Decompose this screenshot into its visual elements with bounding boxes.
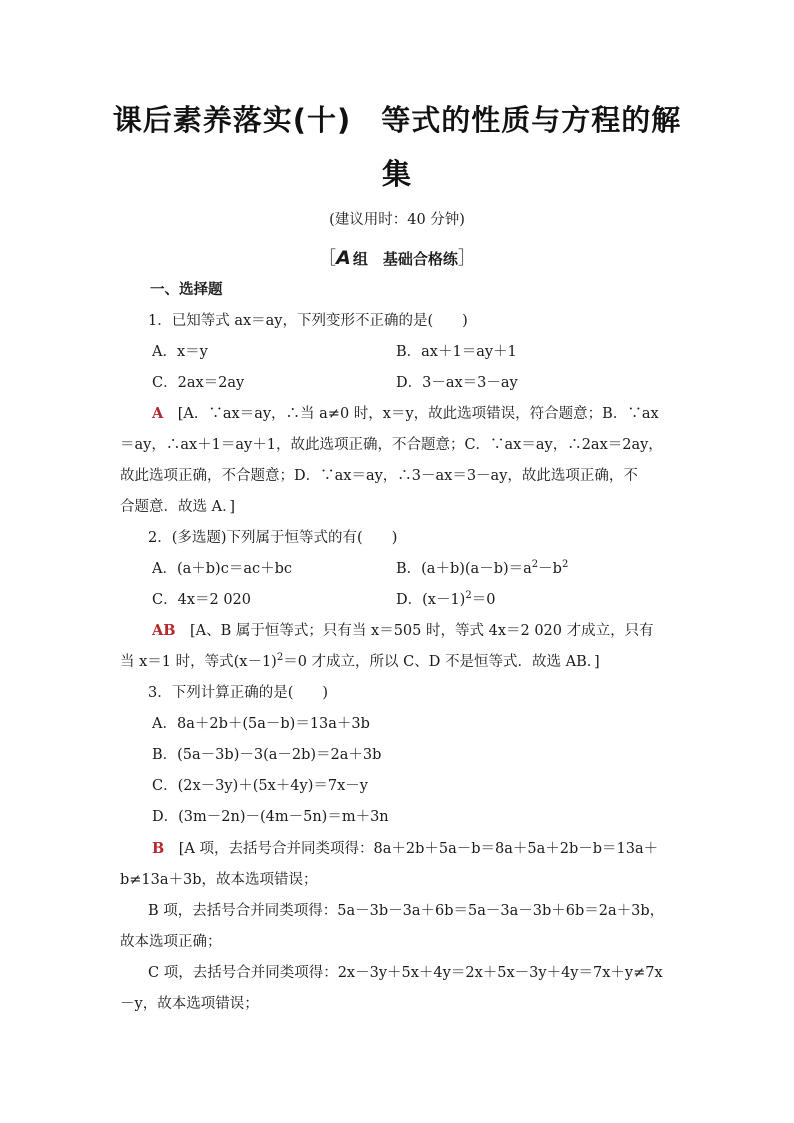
q3-option-a: A．8a＋2b＋(5a－b)＝13a＋3b [152,716,370,732]
q3-explanation-line1 [152,839,658,859]
section-heading: 一、选择题 [150,282,223,298]
q3-option-c: C．(2x－3y)＋(5x＋4y)＝7x－y [152,778,368,794]
q2-exp1: [A、B 属于恒等式；只有当 x＝505 时，等式 4x＝2 020 才成立，只有 [190,623,654,639]
q2-option-d-exp: 2 [465,590,472,602]
q3-option-b: B．(5a－3b)－3(a－2b)＝2a＋3b [152,747,382,763]
q2-stem: 2．(多选题)下列属于恒等式的有( ) [148,530,398,546]
q3-answer: B [152,840,165,857]
q3-explanation-line2: b≠13a＋3b，故本选项错误； [120,872,318,888]
q2-answer: AB [152,622,176,639]
q2-option-d-tail: ＝0 [471,592,496,608]
q2-option-b-mid: －b [538,561,562,577]
q1-stem: 1．已知等式 ax＝ay，下列变形不正确的是( ) [148,313,468,329]
q2-option-b-main: B．(a＋b)(a－b)＝a [396,561,532,577]
q2-explanation-line2 [120,652,600,672]
q2-option-a: A．(a＋b)c＝ac＋bc [152,561,293,577]
q3-explanation-line6: －y，故本选项错误； [120,996,259,1012]
q3-explanation-line3: B 项，去括号合并同类项得：5a－3b－3a＋6b＝5a－3a－3b＋6b＝2a＋3b， [148,903,665,919]
group-bracket-open: ［ [318,248,337,269]
q2-option-d [396,590,495,610]
group-label: 组 基础合格练 [352,250,458,268]
q1-option-b: B．ax＋1＝ay＋1 [396,344,517,360]
group-header [0,244,794,270]
q1-explanation-line1 [152,404,659,424]
q2-exp2-main: 当 x＝1 时，等式(x－1) [120,654,277,670]
q1-answer: A [152,405,164,422]
q2-option-d-main: D．(x－1) [396,592,466,608]
page-title-line2: 集 [381,157,412,191]
q2-exp2-sup: 2 [276,652,284,664]
q1-option-d: D．3－ax＝3－ay [396,375,518,391]
q3-explanation-line5: C 项，去括号合并同类项得：2x－3y＋5x＋4y＝2x＋5x－3y＋4y＝7x＋y≠7x [148,965,663,981]
q1-option-a: A．x＝y [152,344,208,360]
page-title-line1: 课后素养落实(十) 等式的性质与方程的解 [112,103,682,137]
group-bracket-close: ］ [457,248,476,269]
q1-explanation-line3: 故此选项正确，不合题意；D．∵ax＝ay，∴3－ax＝3－ay，故此选项正确，不 [120,468,638,484]
q2-option-b [396,559,568,579]
q3-explanation-line4: 故本选项正确； [120,934,222,950]
q2-option-b-exp2: 2 [561,559,569,571]
q2-explanation-line1 [152,621,654,641]
q2-option-c: C．4x＝2 020 [152,592,252,608]
q1-option-c: C．2ax＝2ay [152,375,245,391]
q3-exp1: [A 项，去括号合并同类项得：8a＋2b＋5a－b＝8a＋5a＋2b－b＝13a＋ [178,841,659,857]
q1-explanation-line4: 合题意．故选 A．] [120,499,235,515]
q1-exp1: [A．∵ax＝ay，∴当 a≠0 时，x＝y，故此选项错误，符合题意；B．∵ax [177,406,659,422]
q2-option-b-exp1: 2 [531,559,539,571]
q1-explanation-line2: ＝ay，∴ax＋1＝ay＋1，故此选项正确，不合题意；C．∵ax＝ay，∴2ax＝2ay， [120,437,663,453]
q2-exp2-tail: ＝0 才成立，所以 C、D 不是恒等式．故选 AB．] [283,654,600,670]
q3-stem: 3．下列计算正确的是( ) [148,685,329,701]
group-letter: A [336,247,351,269]
q3-option-d: D．(3m－2n)－(4m－5n)＝m＋3n [152,809,389,825]
suggested-time: (建议用时：40 分钟) [329,212,465,228]
